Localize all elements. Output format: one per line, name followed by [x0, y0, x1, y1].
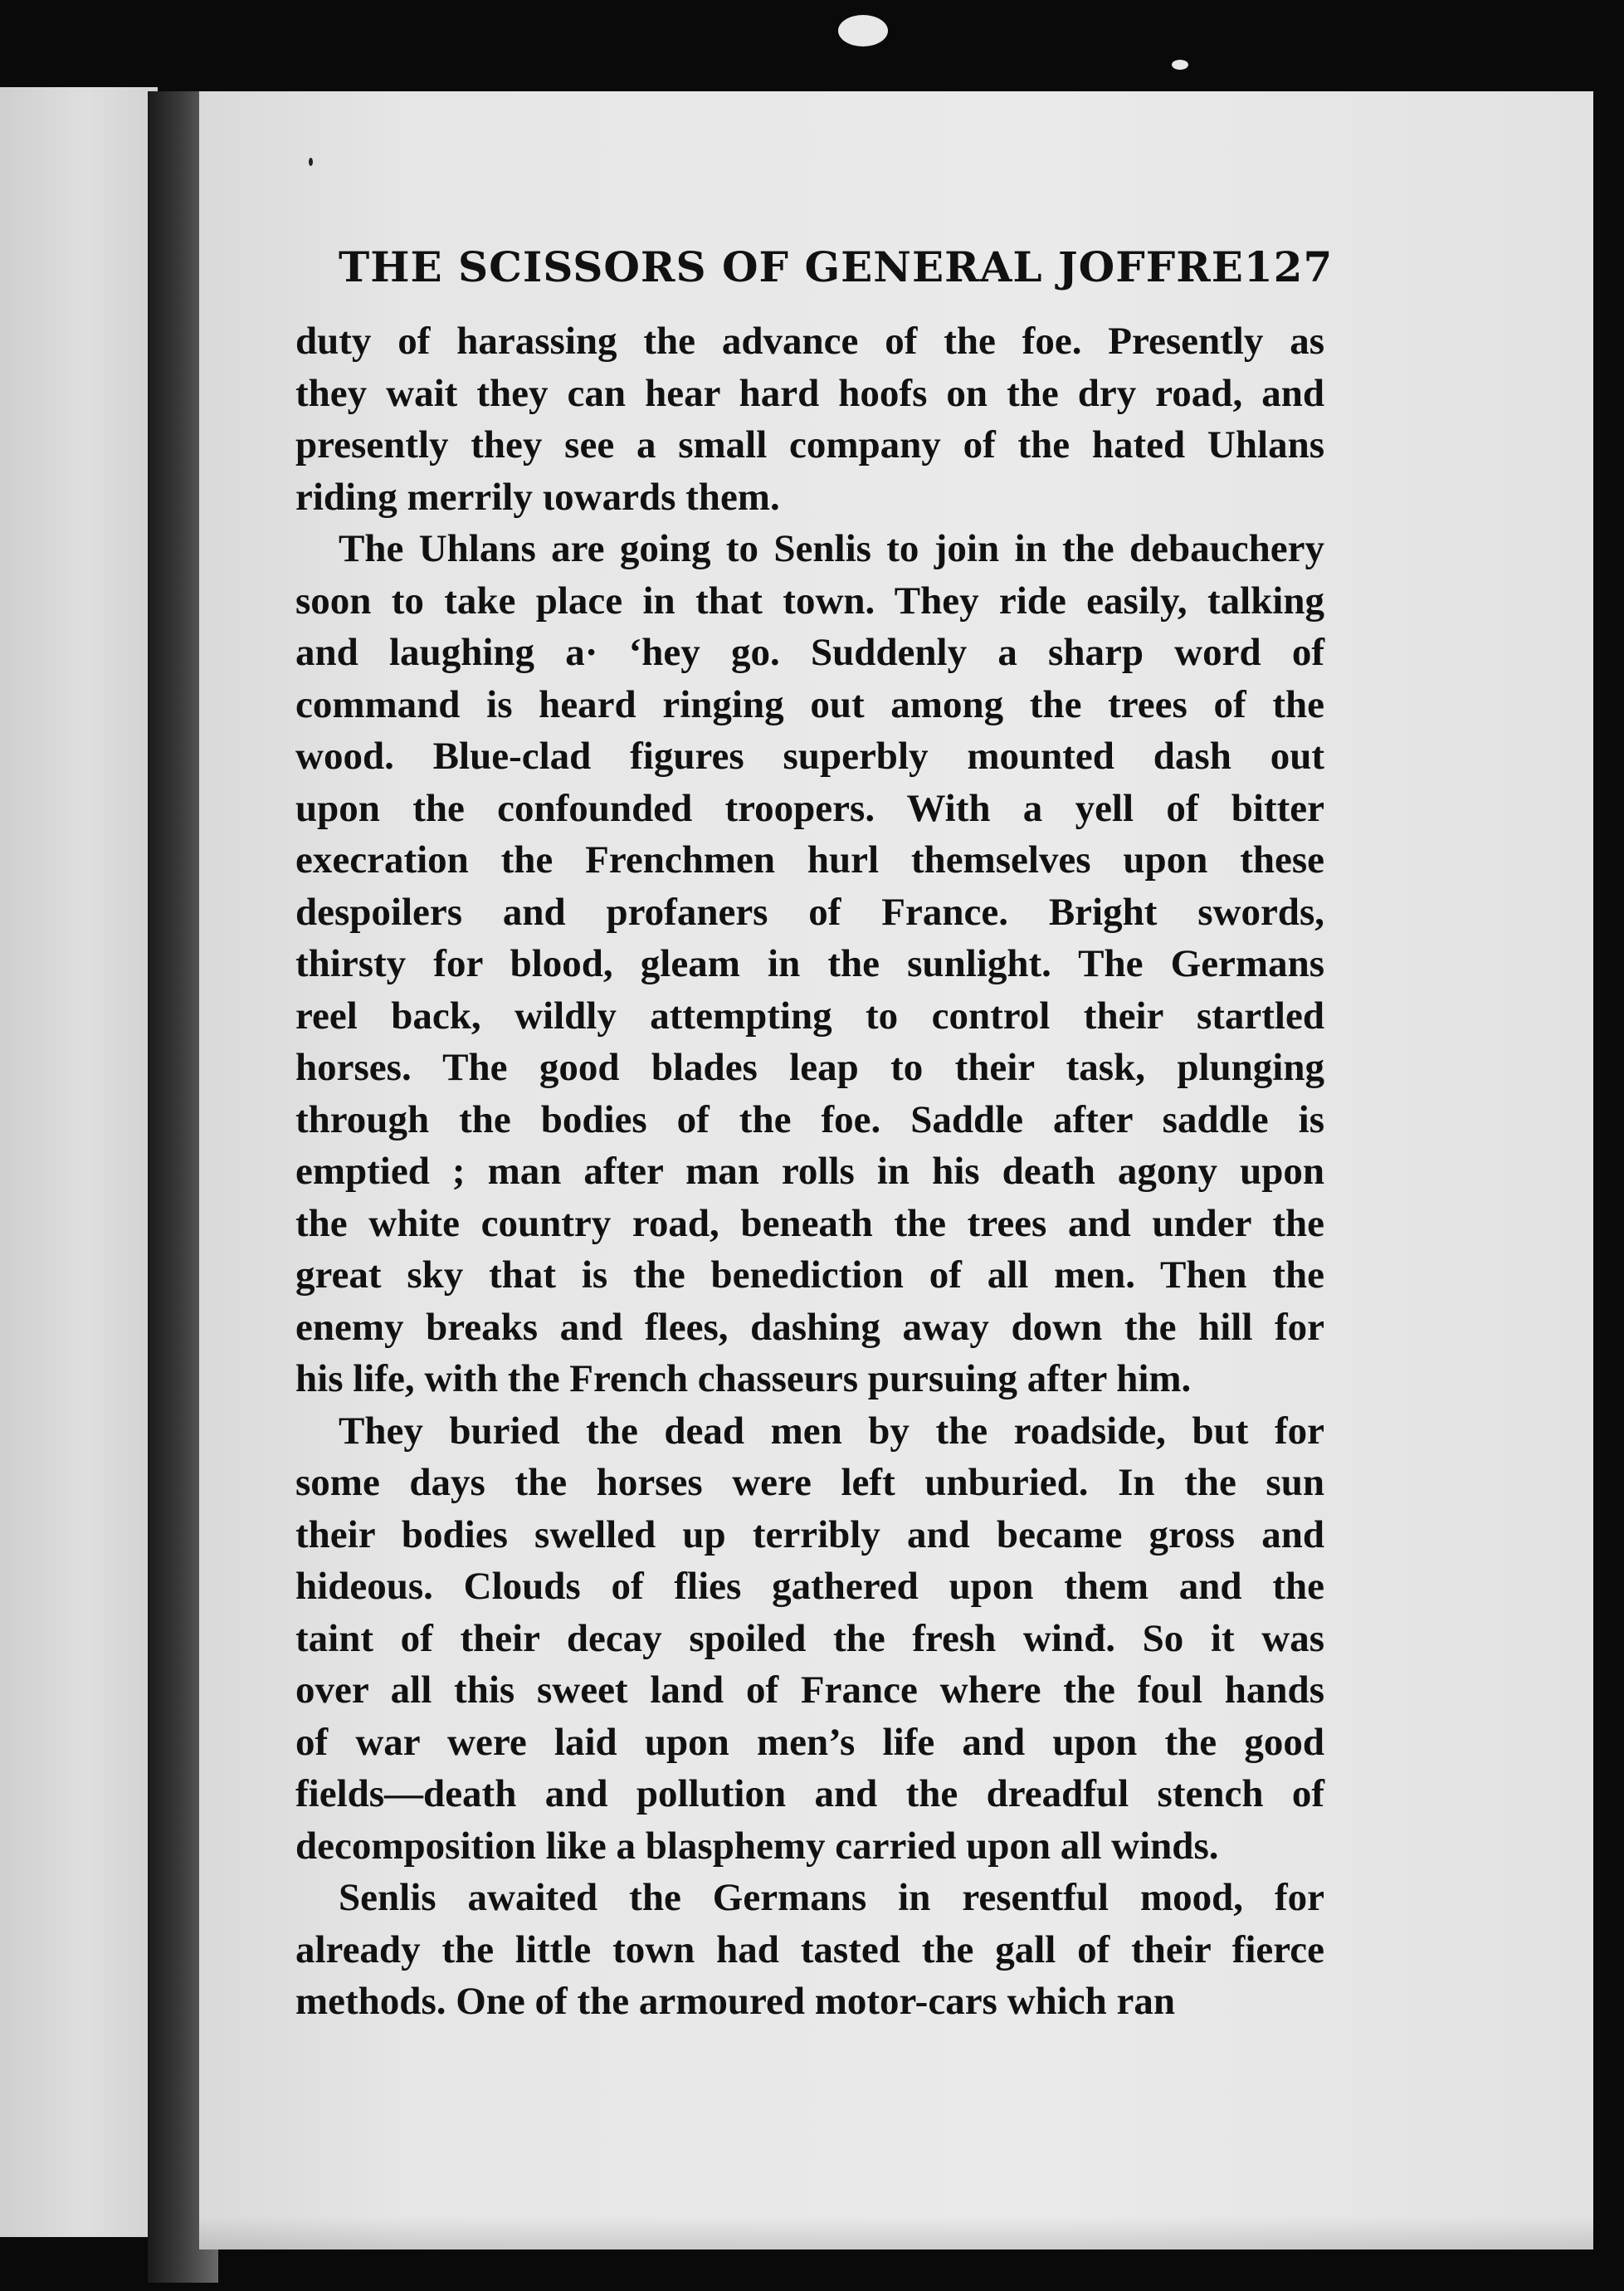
- scan-speck: [1172, 60, 1188, 70]
- body-text: [295, 315, 1324, 2028]
- page-bottom-shadow: [199, 2216, 1593, 2249]
- text-line: riding merrily ιοwards them.: [295, 475, 780, 519]
- text-line: some days the horses were left unburied. In the sun: [295, 1461, 1324, 1504]
- paragraph: [295, 1405, 1324, 1873]
- text-line: They buried the dead men by the roadside, but for: [339, 1409, 1324, 1453]
- text-line: hideous. Clouds of flies gathered upon them and the: [295, 1565, 1324, 1608]
- running-head-title: THE SCISSORS OF GENERAL JOFFRE: [339, 242, 1244, 291]
- paragraph: [295, 1872, 1324, 2028]
- text-line: they wait they can hear hard hoofs on the dry road, and: [295, 371, 1324, 415]
- text-line: Senlis awaited the Germans in resentful mood, for: [339, 1876, 1324, 1919]
- text-line: and laughing a· ‘hey go. Suddenly a sharp word of: [295, 631, 1324, 674]
- text-line: decomposition like a blasphemy carried upon all winds.: [295, 1824, 1219, 1868]
- text-line: of war were laid upon men’s life and upon the good: [295, 1720, 1324, 1764]
- text-line: through the bodies of the foe. Saddle after saddle is: [295, 1097, 1324, 1141]
- text-line: enemy breaks and flees, dashing away down the hill for: [295, 1305, 1324, 1349]
- text-line: reel back, wildly attempting to control their startled: [295, 994, 1324, 1038]
- paragraph: [295, 315, 1324, 523]
- text-line: upon the confounded troopers. With a yell of bitter: [295, 786, 1324, 830]
- text-line: horses. The good blades leap to their task, plunging: [295, 1046, 1324, 1089]
- previous-page-edge: [0, 87, 158, 2237]
- text-line: great sky that is the benediction of all men. Then the: [295, 1253, 1324, 1297]
- text-line: command is heard ringing out among the trees of the: [295, 682, 1324, 726]
- text-line: already the little town had tasted the gall of their fierce: [295, 1927, 1324, 1971]
- text-line: fields—death and pollution and the dreadful stench of: [295, 1772, 1324, 1815]
- text-line: despoilers and profaners of France. Bright swords,: [295, 890, 1324, 934]
- text-line: the white country road, beneath the trees and under the: [295, 1201, 1324, 1245]
- text-line: The Uhlans are going to Senlis to join in the debauchery: [339, 527, 1324, 570]
- text-line: methods. One of the armoured motor-cars which ran: [295, 1980, 1175, 2023]
- text-line: his life, with the French chasseurs pursuing after him.: [295, 1357, 1192, 1400]
- text-line: taint of their decay spoiled the fresh winđ. So it was: [295, 1616, 1324, 1660]
- text-line: wood. Blue-clad figures superbly mounted dash out: [295, 735, 1324, 778]
- text-line: soon to take place in that town. They ride easily, talking: [295, 579, 1324, 623]
- text-line: execration the Frenchmen hurl themselves upon these: [295, 838, 1324, 882]
- text-line: thirsty for blood, gleam in the sunlight. The Germans: [295, 942, 1324, 985]
- text-line: presently they see a small company of the hated Uhlans: [295, 423, 1324, 467]
- text-line: duty of harassing the advance of the foe. Presently as: [295, 320, 1324, 363]
- scan-speck: [838, 15, 888, 46]
- text-line: emptied ; man after man rolls in his death agony upon: [295, 1150, 1324, 1193]
- text-line: their bodies swelled up terribly and became gross and: [295, 1512, 1324, 1556]
- running-head: [339, 242, 1334, 291]
- page-number: 127: [1243, 242, 1334, 291]
- text-line: over all this sweet land of France where the foul hands: [295, 1668, 1324, 1712]
- scan-speck: [309, 158, 313, 166]
- paragraph: [295, 523, 1324, 1405]
